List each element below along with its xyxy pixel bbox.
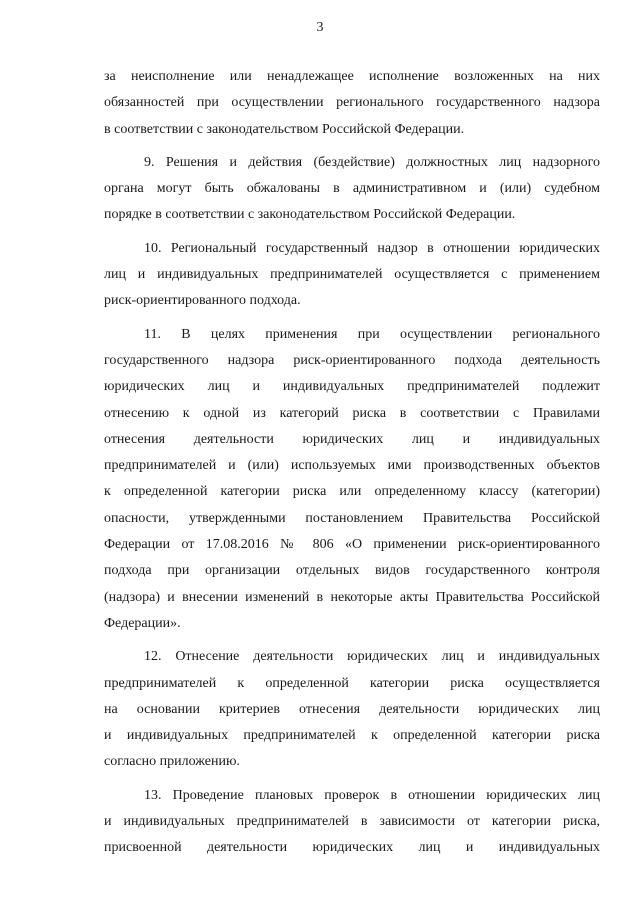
text-line: порядке в соответствии с законодательством Российской Федерации. <box>104 207 516 223</box>
text-line: 12. Отнесение деятельности юридических лиц и индивидуальных <box>144 649 600 665</box>
text-line: в соответствии с законодательством Российской Федерации. <box>104 121 465 137</box>
text-line: предпринимателей и (или) используемых ими производственных объектов <box>104 458 600 474</box>
document-body <box>104 64 600 869</box>
text-line: отнесению к одной из категорий риска в соответствии с Правилами <box>104 405 600 421</box>
paragraph-continuation <box>104 64 600 143</box>
text-line: обязанностей при осуществлении регионального государственного надзора <box>104 95 600 111</box>
text-line: Федерации». <box>104 615 181 631</box>
text-line: Федерации от 17.08.2016 № 806 «О применении риск-ориентированного <box>104 537 600 553</box>
text-line: риск-ориентированного подхода. <box>104 293 301 309</box>
text-line: предпринимателей к определенной категории риска осуществляется <box>104 675 600 691</box>
text-line: 11. В целях применения при осуществлении регионального <box>144 326 600 342</box>
text-line: и индивидуальных предпринимателей к определенной категории риска <box>104 728 600 744</box>
text-line: на основании критериев отнесения деятельности юридических лиц <box>104 701 600 717</box>
text-line: присвоенной деятельности юридических лиц и индивидуальных <box>104 840 600 856</box>
paragraph-12 <box>104 644 600 775</box>
text-line: государственного надзора риск-ориентированного подхода деятельность <box>104 352 600 368</box>
paragraph-9 <box>104 150 600 229</box>
paragraph-13 <box>104 783 600 862</box>
text-line: за неисполнение или ненадлежащее исполнение возложенных на них <box>104 69 600 84</box>
text-line: 13. Проведение плановых проверок в отношении юридических лиц <box>144 787 600 803</box>
text-line: к определенной категории риска или определенному классу (категории) <box>104 484 600 500</box>
text-line: и индивидуальных предпринимателей в зависимости от категории риска, <box>104 814 600 830</box>
text-line: юридических лиц и индивидуальных предпринимателей подлежит <box>104 379 600 395</box>
text-line: 10. Региональный государственный надзор в отношении юридических <box>144 240 600 256</box>
text-line: лиц и индивидуальных предпринимателей осуществляется с применением <box>104 267 600 283</box>
text-line: органа могут быть обжалованы в административном и (или) судебном <box>104 181 600 197</box>
text-line: отнесения деятельности юридических лиц и индивидуальных <box>104 431 600 447</box>
page-number: 3 <box>316 20 324 35</box>
text-line: опасности, утвержденными постановлением Правительства Российской <box>104 510 600 526</box>
text-line: 9. Решения и действия (бездействие) должностных лиц надзорного <box>144 154 600 170</box>
text-line: (надзора) и внесении изменений в некоторые акты Правительства Российской <box>104 589 600 605</box>
paragraph-11 <box>104 322 600 638</box>
text-line: подхода при организации отдельных видов государственного контроля <box>104 563 600 579</box>
paragraph-10 <box>104 236 600 315</box>
text-line: согласно приложению. <box>104 754 240 770</box>
